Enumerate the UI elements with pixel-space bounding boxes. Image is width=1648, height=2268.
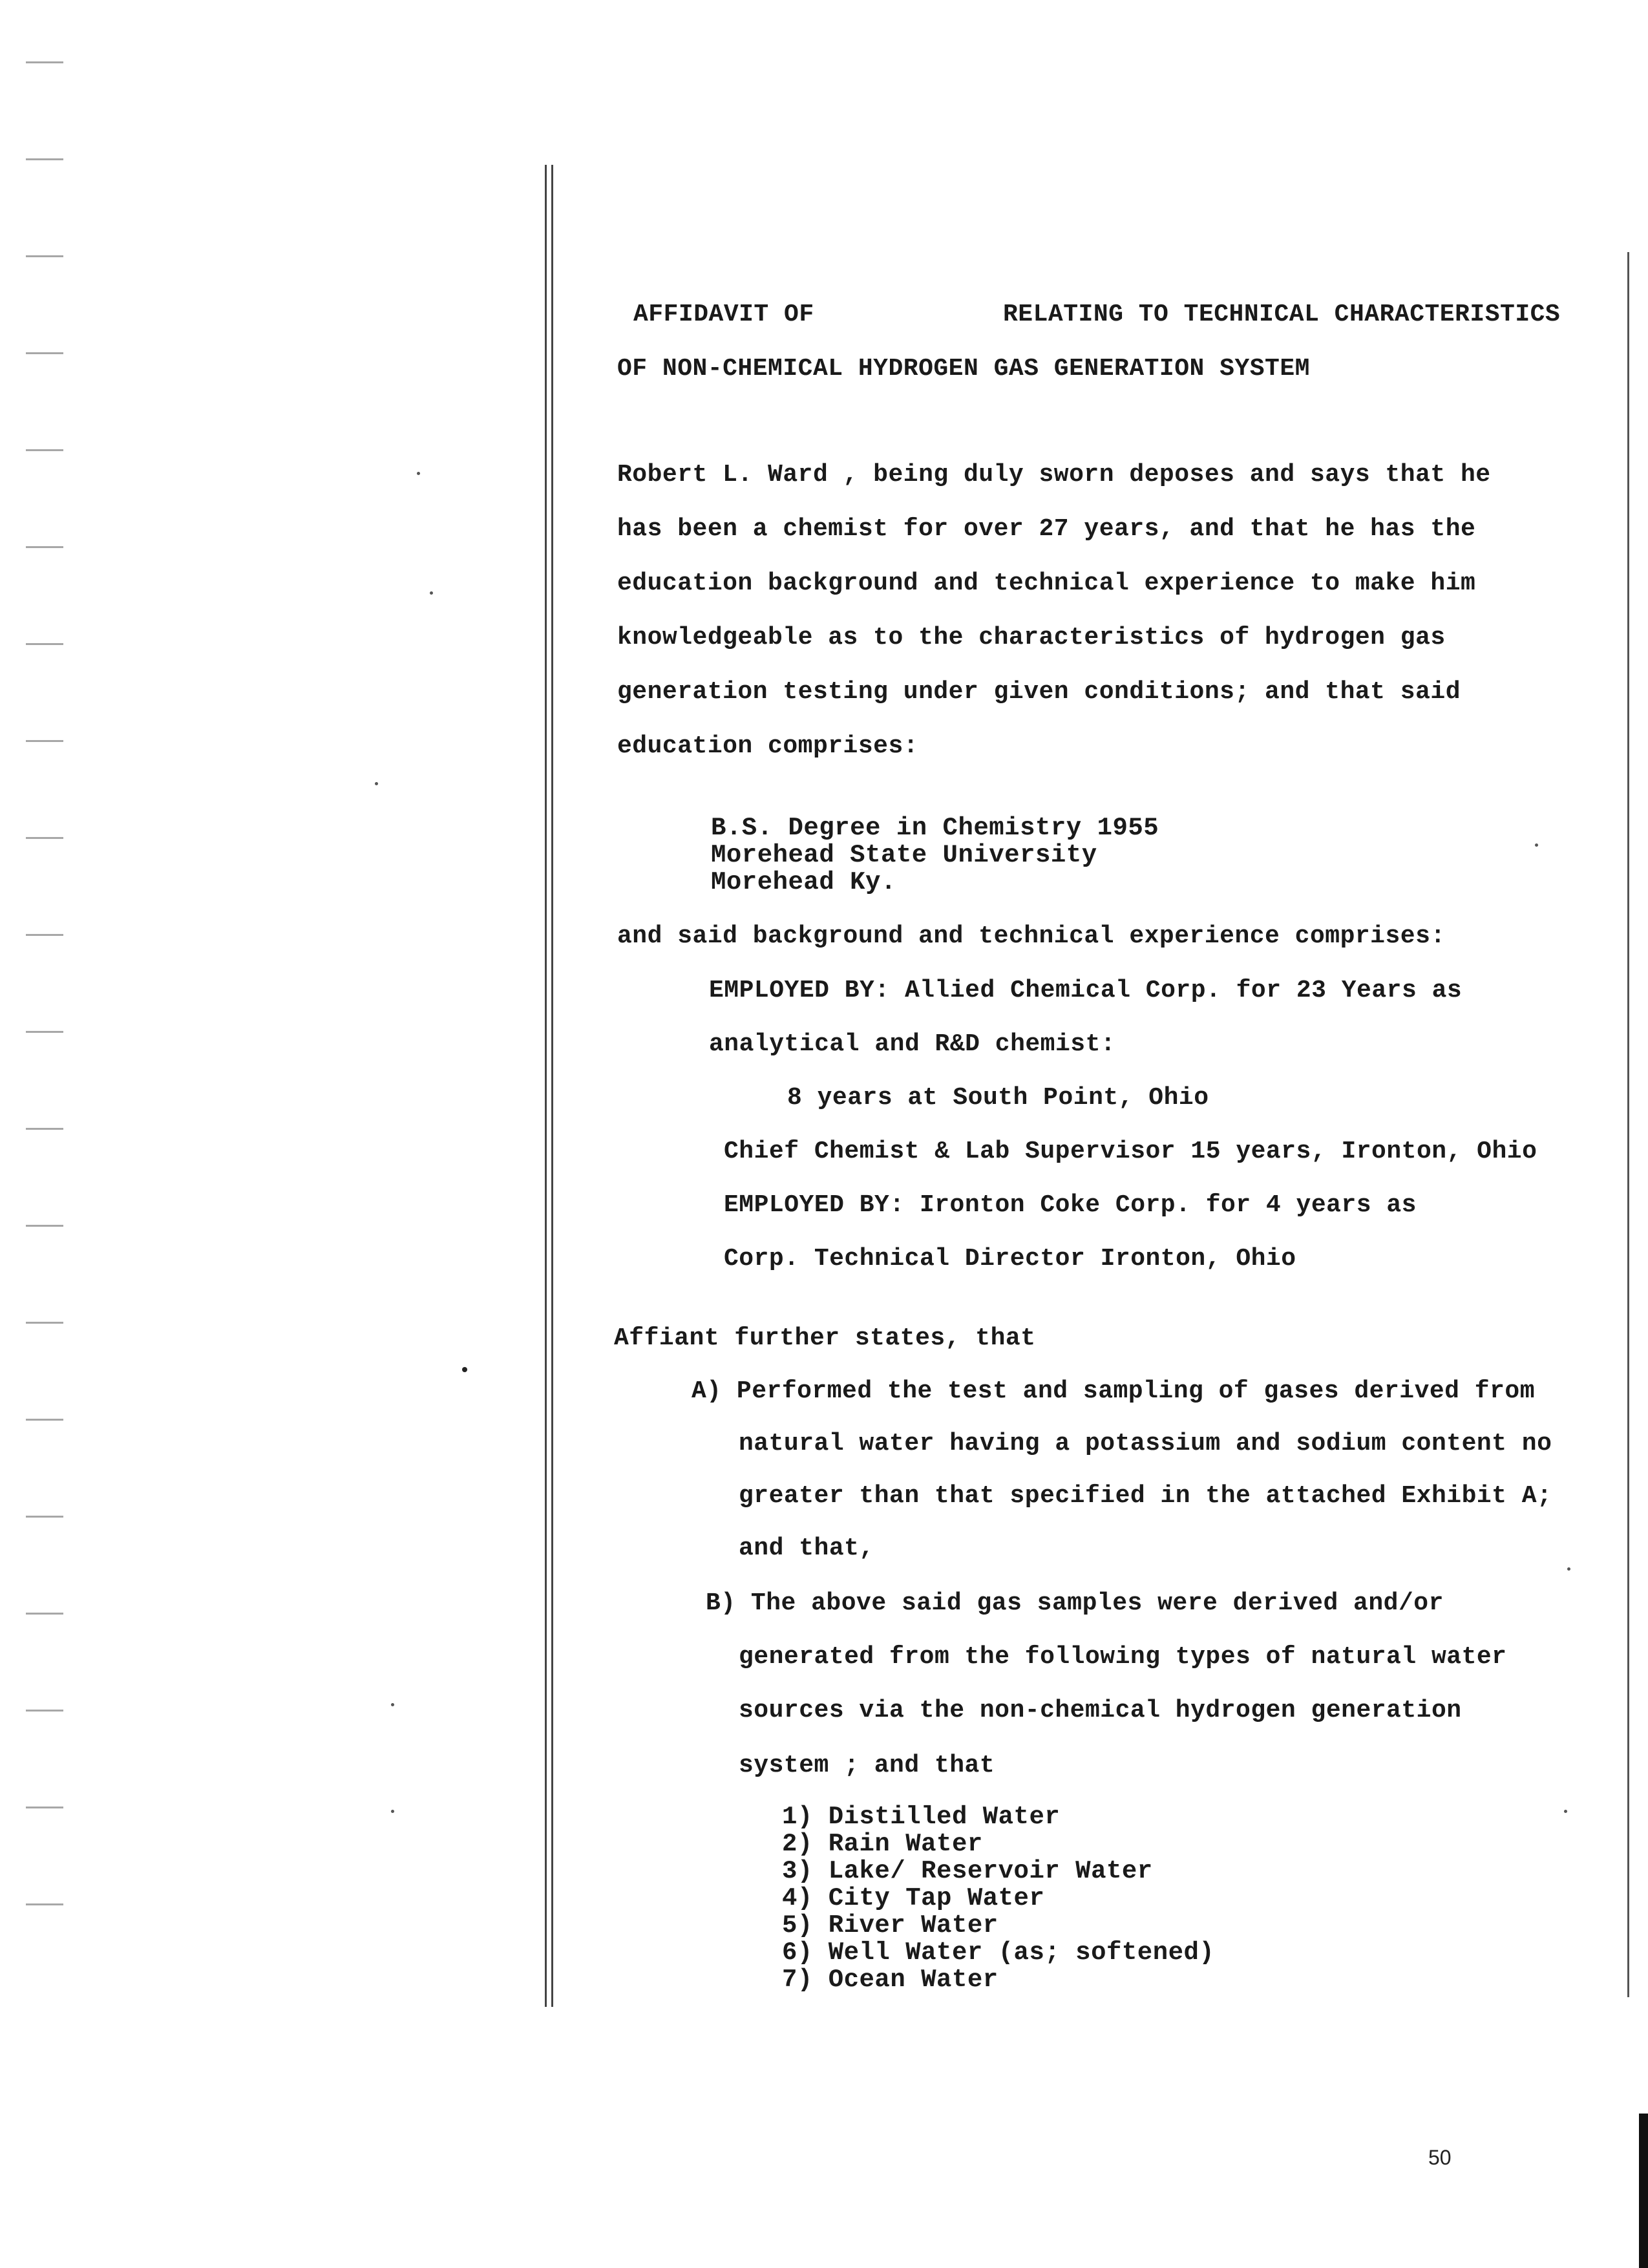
scan-speck: [375, 782, 378, 785]
water-source-item: 1) Distilled Water: [782, 1803, 1061, 1831]
water-source-item: 5) River Water: [782, 1911, 998, 1940]
scan-speck: [391, 1810, 394, 1813]
employment-allied-detail-1: 8 years at South Point, Ohio: [787, 1084, 1209, 1112]
scan-speck: [462, 1367, 467, 1372]
scan-edge-bar: [1639, 2114, 1648, 2268]
statement-a-line-4: and that,: [739, 1534, 874, 1562]
employment-allied-line-2: analytical and R&D chemist:: [709, 1030, 1116, 1058]
intro-line-3: education background and technical experience to make him: [617, 569, 1476, 597]
education-line-3: Morehead Ky.: [711, 868, 896, 896]
water-source-item: 3) Lake/ Reservoir Water: [782, 1857, 1153, 1885]
intro-line-1: Robert L. Ward , being duly sworn deposes and says that he: [617, 461, 1491, 489]
background-intro: and said background and technical experience comprises:: [617, 922, 1446, 950]
water-source-item: 6) Well Water (as; softened): [782, 1938, 1215, 1967]
water-source-item: 4) City Tap Water: [782, 1884, 1045, 1913]
affidavit-title-left: AFFIDAVIT OF: [633, 301, 814, 328]
scan-speck: [1567, 1567, 1570, 1571]
intro-line-6: education comprises:: [617, 732, 919, 760]
statement-b-line-1: B) The above said gas samples were derived and/or: [706, 1589, 1444, 1617]
water-source-item: 7) Ocean Water: [782, 1966, 998, 1994]
scan-speck: [1535, 843, 1538, 847]
affidavit-title-line2: OF NON-CHEMICAL HYDROGEN GAS GENERATION SYSTEM: [617, 355, 1310, 383]
statement-a-line-2: natural water having a potassium and sodium content no: [739, 1430, 1552, 1457]
page-number: 50: [1428, 2146, 1452, 2169]
left-rule-inner: [551, 165, 553, 2007]
employment-allied-line-1: EMPLOYED BY: Allied Chemical Corp. for 23 Years as: [709, 977, 1463, 1004]
employment-allied-detail-2: Chief Chemist & Lab Supervisor 15 years, Ironton, Ohio: [724, 1138, 1537, 1165]
water-source-item: 2) Rain Water: [782, 1830, 983, 1858]
education-line-1: B.S. Degree in Chemistry 1955: [711, 814, 1159, 842]
intro-line-2: has been a chemist for over 27 years, and that he has the: [617, 515, 1476, 543]
statement-b-line-4: system ; and that: [739, 1752, 995, 1779]
intro-line-5: generation testing under given conditions; and that said: [617, 678, 1461, 706]
statement-b-line-3: sources via the non-chemical hydrogen generation: [739, 1697, 1462, 1724]
right-rule: [1627, 252, 1629, 1997]
employment-ironton-line-1: EMPLOYED BY: Ironton Coke Corp. for 4 years as: [724, 1191, 1417, 1219]
statement-a-line-1: A) Performed the test and sampling of gases derived from: [692, 1377, 1536, 1405]
employment-ironton-line-2: Corp. Technical Director Ironton, Ohio: [724, 1245, 1296, 1273]
affidavit-title-right: RELATING TO TECHNICAL CHARACTERISTICS: [1003, 301, 1561, 328]
scan-speck: [391, 1703, 394, 1706]
statement-b-line-2: generated from the following types of natural water: [739, 1643, 1507, 1671]
left-rule-outer: [545, 165, 547, 2007]
scan-speck: [417, 472, 420, 475]
scan-speck: [430, 591, 433, 595]
punch-hole-marks: [19, 45, 65, 1920]
intro-line-4: knowledgeable as to the characteristics of hydrogen gas: [617, 624, 1446, 652]
statement-a-line-3: greater than that specified in the attached Exhibit A;: [739, 1482, 1552, 1510]
scan-speck: [1564, 1810, 1567, 1813]
education-line-2: Morehead State University: [711, 841, 1097, 869]
affiant-intro: Affiant further states, that: [614, 1324, 1036, 1352]
